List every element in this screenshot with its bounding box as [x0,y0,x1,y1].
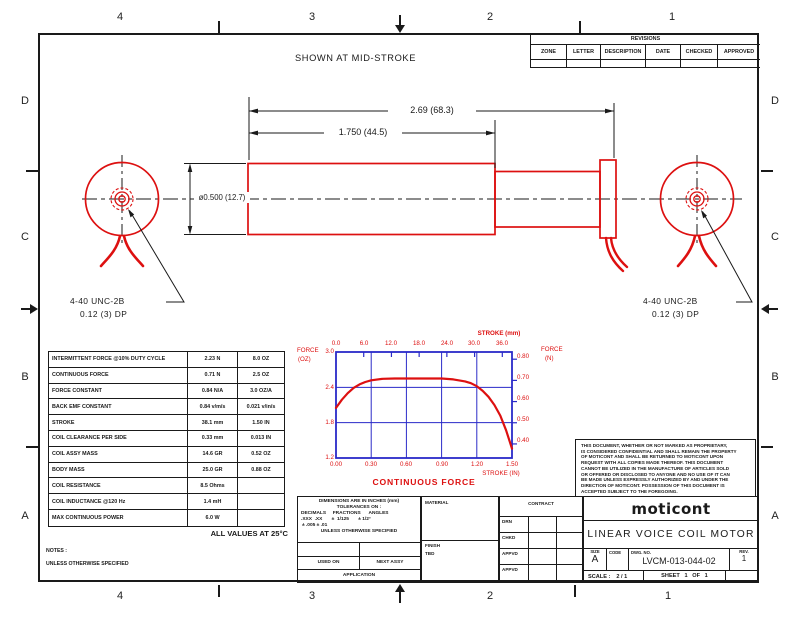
scale-cell [584,571,644,583]
material-label: MATERIAL [425,500,449,505]
spec-label: CONTINUOUS FORCE [49,368,188,384]
right-endview-wire [699,236,716,266]
spec-imperial [238,494,284,510]
zone-label-bottom-1: 1 [664,590,672,602]
spec-imperial [238,478,284,494]
confidentiality-notice [575,439,756,497]
spec-label: COIL RESISTANCE [49,478,188,494]
chart-bottom-tick: 0.30 [364,461,378,468]
chart-left-tick: 1.8 [325,419,334,426]
dim-arrow [188,164,193,173]
revisions-col-approved: APPROVED [718,45,760,60]
drn-value-cell [529,517,557,532]
revisions-col-date: DATE [646,45,681,60]
zone-label-top-1: 1 [668,11,676,23]
spec-label: BACK EMF CONSTANT [49,399,188,415]
confidentiality-line: OR OFFERED OR DISCLOSED TO ANYONE AND NO USE OF IT CAN [581,471,730,477]
dwg-no-label: DWG. NO. [631,550,652,555]
spec-label: BODY MASS [49,463,188,479]
zone-label-right-A: A [771,510,779,522]
dim-arrow [249,109,258,114]
tolerance-line: ± .005 ± .01 [302,523,328,528]
chart-top-tick: 36.0 [495,340,509,347]
spec-metric: 25.0 GR [188,463,238,479]
zone-label-right-D: D [771,95,779,107]
chkd-value-cell [529,533,557,548]
dim-arrow [249,131,258,136]
company-logo: moticont [584,497,758,521]
endcap-wire [606,238,623,271]
spec-metric: 0.71 N [188,368,238,384]
spec-imperial: 0.013 IN [238,431,284,447]
chart-left-tick: 2.4 [325,384,334,391]
spec-footnote: ALL VALUES AT 25°C [210,529,288,538]
chart-bottom-tick: 0.90 [435,461,449,468]
spec-metric: 14.6 GR [188,447,238,463]
chart-bottom-tick: 0.00 [329,461,343,468]
application-label: APPLICATION [298,569,420,582]
chart-top-tick: 0.0 [331,340,341,347]
zone-label-right-B: B [771,371,779,383]
zone-label-left-D: D [21,95,29,107]
spec-metric: 2.23 N [188,352,238,368]
revisions-title: REVISIONS [531,33,760,45]
spec-metric: 0.33 mm [188,431,238,447]
zone-label-bottom-2: 2 [486,590,494,602]
chkd-label: CHKD [500,533,529,548]
revisions-col-zone: ZONE [531,45,567,60]
spec-metric: 1.4 mH [188,494,238,510]
revisions-col-letter: LETTER [567,45,601,60]
chart-right-tick: 0.70 [517,374,530,381]
chart-top-tick: 12.0 [384,340,398,347]
chart-bottom-axis-title: STROKE (IN) [482,470,520,477]
zone-label-top-4: 4 [116,11,124,23]
left-endview-wire [101,236,120,266]
spec-label: COIL ASSY MASS [49,447,188,463]
appvd-date-cell [557,549,582,564]
thread-callout-right-line2: 0.12 (3) DP [652,309,700,319]
chart-title: CONTINUOUS FORCE [372,477,476,487]
spec-label: STROKE [49,415,188,431]
appvd2-value-cell [529,565,557,581]
dim-text-body: 1.750 (44.5) [324,126,402,138]
drawing-title: LINEAR VOICE COIL MOTOR [584,521,758,549]
confidentiality-line: OF MOTICONT AND SHALL BE RETURNED TO MOTICONT UPON [581,454,724,460]
spec-imperial: 0.52 OZ [238,447,284,463]
chart-top-tick: 18.0 [412,340,426,347]
confidentiality-line: ACCEPTED SUBJECT TO THE FOREGOING. [581,488,678,494]
spec-imperial: 2.5 OZ [238,368,284,384]
spec-imperial [238,510,284,526]
size-label: SIZE [590,549,600,554]
zone-label-left-C: C [21,231,29,243]
dim-arrow [605,109,614,114]
spec-label: MAX CONTINUOUS POWER [49,510,188,526]
dim-arrow [486,131,495,136]
dim-arrow [188,226,193,235]
spec-imperial: 3.0 OZ/A [238,384,284,400]
spec-label: FORCE CONSTANT [49,384,188,400]
spec-imperial: 1.50 IN [238,415,284,431]
size-value: A [591,554,599,565]
spec-imperial: 0.88 OZ [238,463,284,479]
finish-label: FINISH [425,543,441,548]
leader-left [130,211,185,303]
confidentiality-line: CANNOT BE UTILIZED IN THE MANUFACTURE OF ARTICLES SOLD [581,465,730,471]
confidentiality-line: BE MADE UNLESS EXPRESSLY AUTHORIZED BY AND UNDER THE [581,477,729,483]
appvd2-label: APPVD [500,565,529,581]
tolerance-line: TOLERANCES ON : [336,505,382,510]
notes-line: UNLESS OTHERWISE SPECIFIED [46,561,129,567]
chart-top-tick: 6.0 [359,340,369,347]
drn-label: DRN [500,517,529,532]
spec-metric: 8.5 Ohms [188,478,238,494]
chart-left-tick: 3.0 [325,348,334,355]
spec-table [48,351,285,527]
zone-label-left-A: A [21,510,29,522]
thread-callout-left-line1: 4-40 UNC-2B [70,296,125,306]
title-block [583,496,759,583]
scale-row-empty [726,571,758,583]
chart-right-axis-title-2: (N) [545,355,554,362]
confidentiality-line: REQUEST WITH ALL COPIES MADE THEREOF. THIS DOCUMENT [581,460,724,466]
spec-imperial: 8.0 OZ [238,352,284,368]
contract-block [499,496,583,583]
tolerance-line: DECIMALS FRACTIONS ANGLES [301,511,389,516]
spec-imperial: 0.021 v/in/s [238,399,284,415]
chart-top-tick: 30.0 [467,340,481,347]
endcap-wire [611,238,627,267]
dim-text-overall: 2.69 (68.3) [388,104,476,116]
spec-metric: 0.84 N/A [188,384,238,400]
contract-label: CONTRACT [500,497,582,517]
tolerance-line: UNLESS OTHERWISE SPECIFIED [320,529,398,534]
zone-label-bottom-3: 3 [308,590,316,602]
appvd-value-cell [529,549,557,564]
force-curve [336,379,512,449]
chart-bottom-tick: 1.20 [470,461,484,468]
scale-value: 2 / 1 [616,574,628,580]
finish-value: TBD [425,551,435,556]
chart-left-tick: 1.2 [325,454,334,461]
revisions-col-checked: CHECKED [681,45,718,60]
chart-bottom-tick: 0.60 [399,461,413,468]
spec-label: COIL INDUCTANCE @120 Hz [49,494,188,510]
spec-label: INTERMITTENT FORCE @10% DUTY CYCLE [49,352,188,368]
spec-metric: 0.84 v/m/s [188,399,238,415]
spec-metric: 6.0 W [188,510,238,526]
chkd-date-cell [557,533,582,548]
zone-label-bottom-4: 4 [116,590,124,602]
chart-right-tick: 0.50 [517,416,530,423]
dim-text-diameter: ø0.500 (12.7) [194,192,250,203]
revisions-col-description: DESCRIPTION [601,45,646,60]
spec-label: COIL CLEARANCE PER SIDE [49,431,188,447]
tolerance-block [297,496,421,583]
left-endview-wire [124,236,143,266]
chart-right-tick: 0.80 [517,353,530,360]
material-block [421,496,499,583]
right-endview-wire [678,236,695,266]
zone-label-top-2: 2 [486,11,494,23]
view-caption: SHOWN AT MID-STROKE [294,53,417,63]
zone-label-top-3: 3 [308,11,316,23]
sheet-cell: SHEET 1 OF 1 [644,571,726,583]
chart-plot-border [336,352,512,458]
appvd-label: APPVD [500,549,529,564]
confidentiality-line: DIRECTION OF MOTICONT. POSSESSION OF THIS DOCUMENT IS [581,482,725,488]
spec-metric: 38.1 mm [188,415,238,431]
chart-right-tick: 0.40 [517,437,530,444]
scale-label: SCALE : [588,574,611,580]
chart-right-tick: 0.60 [517,395,530,402]
chart-right-axis-title-1: FORCE [541,346,563,353]
chart-bottom-tick: 1.50 [505,461,519,468]
used-on-label: USED ON [298,557,360,569]
chart-left-axis-title-1: FORCE [297,347,319,354]
thread-callout-right-line1: 4-40 UNC-2B [643,296,698,306]
tolerance-line: .XXX .XX ± 1/125 ± 1/2° [301,517,371,522]
dwg-no-value: LVCM-013-044-02 [642,556,716,566]
notes-label: NOTES : [46,548,68,554]
drn-date-cell [557,517,582,532]
thread-callout-left-line2: 0.12 (3) DP [80,309,128,319]
code-label: CODE [609,550,622,555]
confidentiality-line: IS CONSIDERED CONFIDENTIAL AND SHALL REMAIN THE PROPERTY [581,448,737,454]
zone-label-left-B: B [21,371,29,383]
rev-value: 1 [741,554,747,563]
chart-top-axis-title: STROKE (mm) [477,330,521,337]
zone-label-right-C: C [771,231,779,243]
chart-top-tick: 24.0 [440,340,454,347]
confidentiality-line: THIS DOCUMENT, WHETHER OR NOT MARKED AS PROPRIETARY, [581,443,728,448]
appvd2-date-cell [557,565,582,581]
next-assy-label: NEXT ASSY [376,560,404,565]
chart-left-axis-title-2: (OZ) [298,356,311,363]
rev-label: REV. [739,549,749,554]
tolerance-line: DIMENSIONS ARE IN INCHES (mm) [318,499,400,504]
